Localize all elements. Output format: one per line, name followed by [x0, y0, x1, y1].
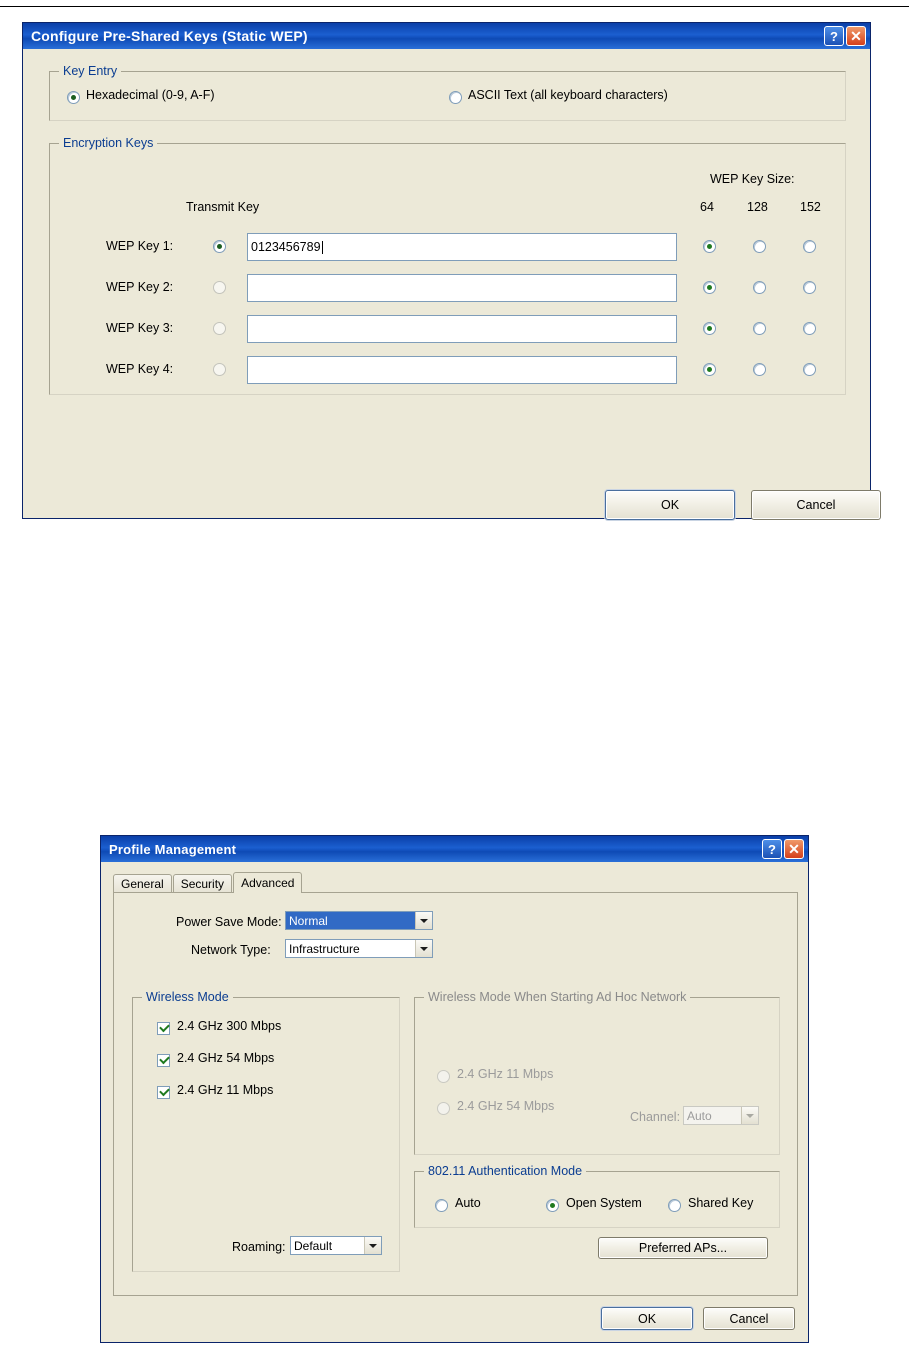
label-roaming: Roaming:: [232, 1240, 286, 1254]
combo-power-save-mode-value: Normal: [286, 912, 415, 929]
radio-key3-size-128[interactable]: [753, 322, 766, 335]
input-wep-key-3[interactable]: [247, 315, 677, 343]
input-wep-key-1-value: 0123456789: [251, 240, 321, 254]
tab-general[interactable]: General: [113, 874, 172, 892]
label-size-col-152: 152: [800, 200, 821, 214]
radio-transmit-key-4[interactable]: [213, 363, 226, 376]
label-ascii-text[interactable]: ASCII Text (all keyboard characters): [468, 88, 668, 102]
label-hexadecimal[interactable]: Hexadecimal (0-9, A-F): [86, 88, 215, 102]
ok-button[interactable]: OK: [601, 1307, 693, 1330]
radio-transmit-key-3[interactable]: [213, 322, 226, 335]
chevron-down-icon[interactable]: [415, 940, 432, 957]
dialog-configure-pre-shared-keys: [22, 22, 871, 519]
dialog-body: [101, 862, 808, 1342]
dialog-profile-management: [100, 835, 809, 1343]
label-power-save-mode: Power Save Mode:: [176, 915, 282, 929]
label-network-type: Network Type:: [191, 943, 271, 957]
label-size-col-128: 128: [747, 200, 768, 214]
radio-transmit-key-2[interactable]: [213, 281, 226, 294]
input-wep-key-4[interactable]: [247, 356, 677, 384]
group-key-entry-legend: Key Entry: [59, 64, 121, 78]
label-wep-key-size: WEP Key Size:: [710, 172, 795, 186]
close-icon[interactable]: [846, 26, 866, 46]
input-wep-key-1[interactable]: [247, 233, 677, 261]
checkbox-2-4ghz-11mbps[interactable]: [157, 1086, 170, 1099]
radio-auth-open-system[interactable]: [546, 1199, 559, 1212]
label-2-4ghz-300mbps[interactable]: 2.4 GHz 300 Mbps: [177, 1019, 282, 1033]
help-icon[interactable]: ?: [762, 839, 782, 859]
label-auth-auto[interactable]: Auto: [455, 1196, 481, 1210]
label-auth-open-system[interactable]: Open System: [566, 1196, 642, 1210]
combo-roaming-value: Default: [294, 1238, 333, 1253]
group-802-11-authentication-mode: [414, 1164, 780, 1228]
chevron-down-icon[interactable]: [741, 1107, 758, 1124]
group-adhoc-wireless-mode-legend: Wireless Mode When Starting Ad Hoc Network: [424, 990, 690, 1004]
label-2-4ghz-54mbps[interactable]: 2.4 GHz 54 Mbps: [177, 1051, 275, 1065]
dialog-body: [23, 49, 870, 518]
text-caret: [322, 241, 323, 254]
radio-key1-size-64[interactable]: [703, 240, 716, 253]
label-channel: Channel:: [630, 1110, 681, 1124]
combo-network-type-value: Infrastructure: [289, 941, 360, 956]
combo-channel[interactable]: [683, 1106, 759, 1125]
radio-auth-auto[interactable]: [435, 1199, 448, 1212]
radio-key4-size-152[interactable]: [803, 363, 816, 376]
close-glyph: ✕: [788, 841, 800, 857]
cancel-button[interactable]: Cancel: [751, 490, 881, 520]
label-2-4ghz-11mbps[interactable]: 2.4 GHz 11 Mbps: [177, 1083, 274, 1097]
tab-advanced[interactable]: Advanced: [233, 872, 302, 893]
page-top-divider: [0, 6, 909, 7]
combo-channel-value: Auto: [687, 1108, 712, 1123]
label-adhoc-2-4ghz-54mbps: 2.4 GHz 54 Mbps: [457, 1099, 555, 1113]
combo-roaming[interactable]: [290, 1236, 382, 1255]
tab-page-advanced: [113, 892, 798, 1296]
tab-strip: [113, 872, 303, 892]
group-wireless-mode-legend: Wireless Mode: [142, 990, 233, 1004]
radio-key2-size-152[interactable]: [803, 281, 816, 294]
group-wireless-mode: [132, 990, 400, 1272]
group-encryption-keys-legend: Encryption Keys: [59, 136, 157, 150]
radio-key2-size-128[interactable]: [753, 281, 766, 294]
dialog-title: Profile Management: [109, 841, 237, 857]
label-auth-shared-key[interactable]: Shared Key: [688, 1196, 754, 1210]
group-key-entry: [49, 64, 846, 121]
radio-key3-size-152[interactable]: [803, 322, 816, 335]
checkbox-2-4ghz-300mbps[interactable]: [157, 1022, 170, 1035]
group-encryption-keys: [49, 136, 846, 395]
group-802-11-authentication-mode-legend: 802.11 Authentication Mode: [424, 1164, 586, 1178]
radio-key1-size-152[interactable]: [803, 240, 816, 253]
label-size-col-64: 64: [700, 200, 714, 214]
close-glyph: ✕: [850, 28, 862, 44]
label-wep-key-3: WEP Key 3:: [106, 321, 174, 335]
radio-transmit-key-1[interactable]: [213, 240, 226, 253]
label-wep-key-4: WEP Key 4:: [106, 362, 174, 376]
chevron-down-icon[interactable]: [364, 1237, 381, 1254]
titlebar-buttons: [824, 26, 866, 46]
radio-key3-size-64[interactable]: [703, 322, 716, 335]
label-adhoc-2-4ghz-11mbps: 2.4 GHz 11 Mbps: [457, 1067, 554, 1081]
label-wep-key-1: WEP Key 1:: [106, 239, 174, 253]
help-icon[interactable]: ?: [824, 26, 844, 46]
label-transmit-key: Transmit Key: [186, 200, 260, 214]
radio-key4-size-128[interactable]: [753, 363, 766, 376]
radio-adhoc-2-4ghz-11mbps[interactable]: [437, 1070, 450, 1083]
radio-key1-size-128[interactable]: [753, 240, 766, 253]
ok-button[interactable]: OK: [605, 490, 735, 520]
radio-ascii-text[interactable]: [449, 91, 462, 104]
preferred-aps-button[interactable]: Preferred APs...: [598, 1237, 768, 1259]
titlebar[interactable]: [101, 836, 808, 862]
chevron-down-icon[interactable]: [415, 912, 432, 929]
radio-hexadecimal[interactable]: [67, 91, 80, 104]
radio-adhoc-2-4ghz-54mbps[interactable]: [437, 1102, 450, 1115]
titlebar-buttons: [762, 839, 804, 859]
label-wep-key-2: WEP Key 2:: [106, 280, 174, 294]
radio-key2-size-64[interactable]: [703, 281, 716, 294]
tab-security[interactable]: Security: [173, 874, 232, 892]
combo-power-save-mode[interactable]: [285, 911, 433, 930]
cancel-button[interactable]: Cancel: [703, 1307, 795, 1330]
radio-auth-shared-key[interactable]: [668, 1199, 681, 1212]
input-wep-key-2[interactable]: [247, 274, 677, 302]
dialog-title: Configure Pre-Shared Keys (Static WEP): [31, 28, 308, 44]
combo-network-type[interactable]: [285, 939, 433, 958]
close-icon[interactable]: [784, 839, 804, 859]
titlebar[interactable]: [23, 23, 870, 49]
radio-key4-size-64[interactable]: [703, 363, 716, 376]
group-adhoc-wireless-mode: [414, 990, 780, 1155]
checkbox-2-4ghz-54mbps[interactable]: [157, 1054, 170, 1067]
